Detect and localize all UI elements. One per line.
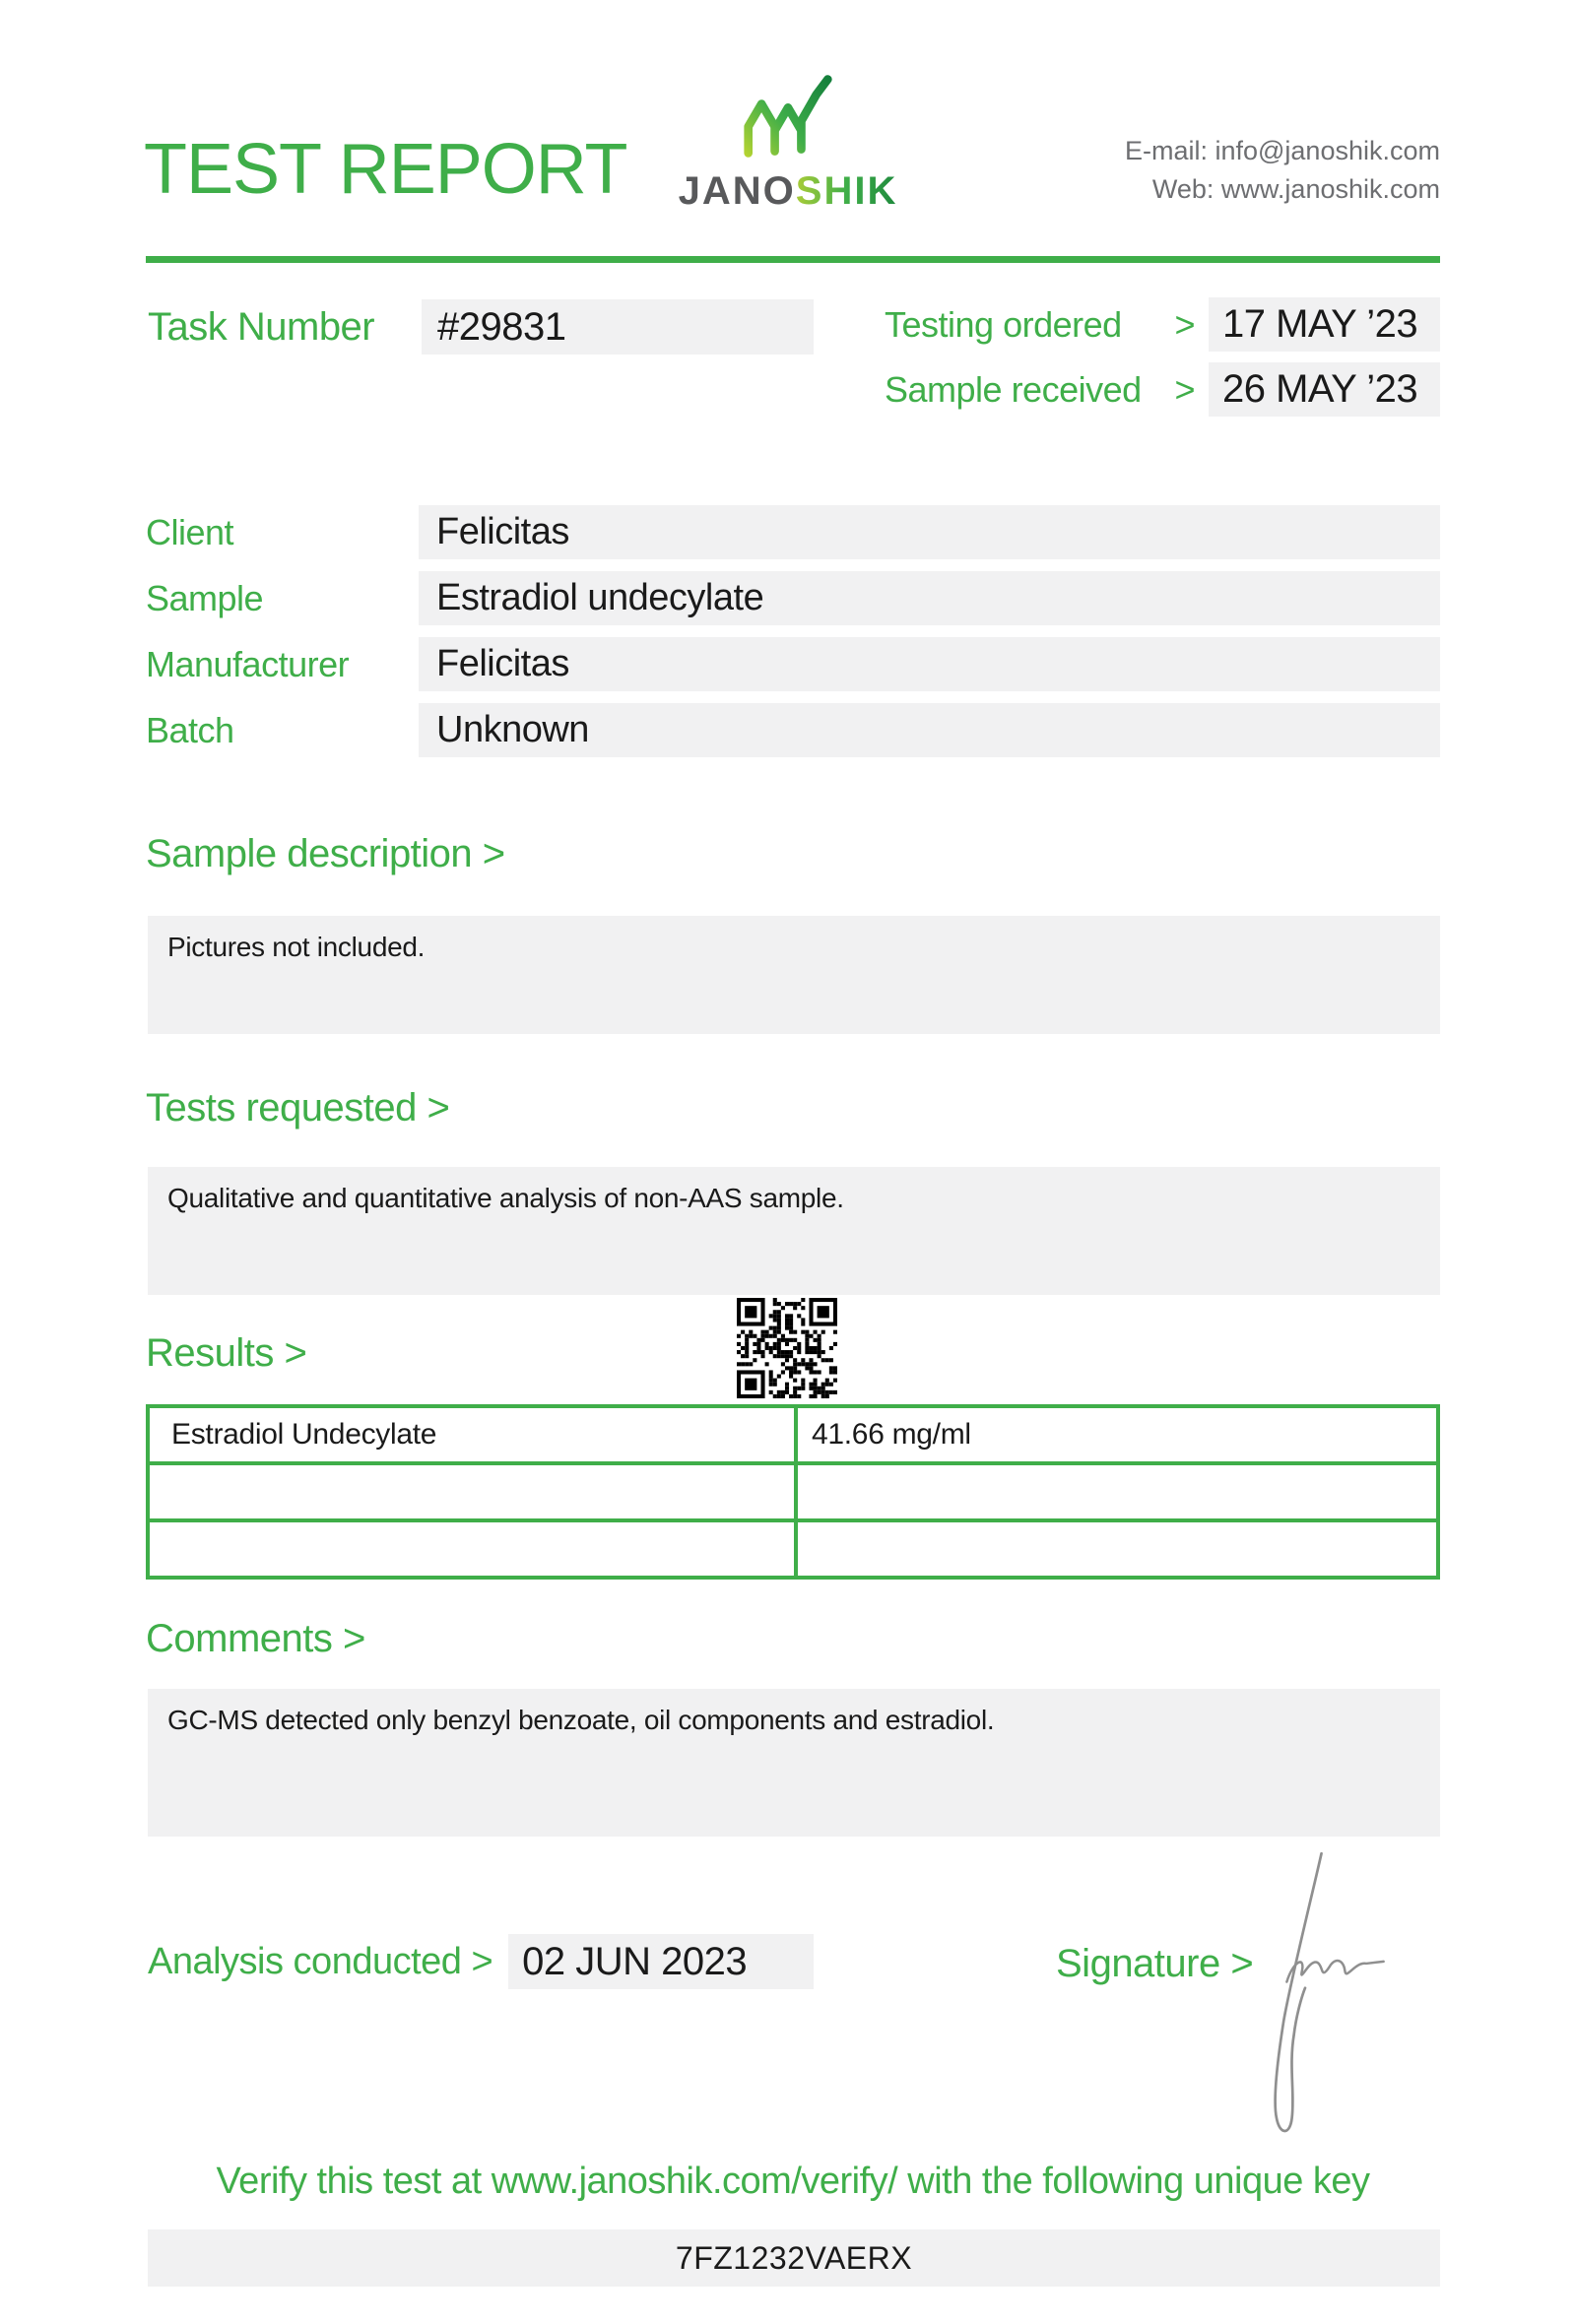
arrow-glyph: >: [1174, 368, 1195, 410]
result-row-3: [150, 1522, 1436, 1576]
manufacturer-label: Manufacturer: [146, 643, 350, 684]
sample-value: Estradiol undecylate: [419, 571, 1440, 625]
client-row: [146, 505, 1440, 559]
contact-block: [1125, 132, 1440, 209]
task-number-label: Task Number: [148, 304, 375, 349]
testing-ordered-label: [885, 297, 1209, 352]
results-table: [146, 1404, 1440, 1580]
client-label: Client: [146, 511, 234, 552]
result-row-2: [150, 1465, 1436, 1522]
qr-code-icon: [737, 1298, 837, 1398]
web-line: Web: www.janoshik.com: [1151, 174, 1440, 204]
tests-requested-body: Qualitative and quantitative analysis of non-AAS sample.: [148, 1167, 1440, 1295]
sample-received-label: [885, 362, 1209, 417]
verify-instruction: Verify this test at www.janoshik.com/verify/ with the following unique key: [216, 2161, 1370, 2202]
sample-received-text: Sample received: [885, 368, 1142, 410]
batch-value: Unknown: [419, 703, 1440, 757]
task-number-value: #29831: [422, 299, 814, 355]
result-substance: Estradiol Undecylate: [150, 1408, 798, 1461]
sample-row: [146, 571, 1440, 625]
logo-text-shik: SHIK: [795, 169, 898, 213]
janoshik-logo: [680, 73, 896, 214]
batch-label: Batch: [146, 709, 234, 750]
batch-row: [146, 703, 1440, 757]
client-value: Felicitas: [419, 505, 1440, 559]
sample-label: Sample: [146, 577, 264, 618]
comments-body: GC-MS detected only benzyl benzoate, oil components and estradiol.: [148, 1689, 1440, 1837]
analysis-date-value: 02 JUN 2023: [508, 1934, 814, 1989]
task-number-row: [148, 299, 814, 355]
header-divider: [146, 256, 1440, 263]
trending-chart-icon: [741, 73, 835, 160]
analysis-conducted-label: Analysis conducted >: [148, 1940, 493, 1982]
sample-received-value: 26 MAY ’23: [1209, 362, 1440, 417]
manufacturer-value: Felicitas: [419, 637, 1440, 691]
sample-description-heading: Sample description >: [146, 832, 505, 875]
arrow-glyph: >: [1174, 303, 1195, 345]
result-substance: [150, 1465, 798, 1518]
result-concentration: [798, 1465, 1436, 1518]
testing-ordered-text: Testing ordered: [885, 303, 1122, 345]
results-heading: Results >: [146, 1331, 307, 1375]
result-row-1: [150, 1408, 1436, 1465]
signature-icon: [1266, 1847, 1404, 2143]
email-line: E-mail: info@janoshik.com: [1124, 136, 1440, 165]
logo-text-jano: JANO: [678, 169, 796, 213]
verify-key: 7FZ1232VAERX: [148, 2229, 1440, 2287]
page-title: TEST REPORT: [144, 130, 627, 209]
signature-label: Signature >: [1056, 1942, 1254, 1985]
logo-text: [679, 169, 898, 214]
testing-ordered-value: 17 MAY ’23: [1209, 297, 1440, 352]
testing-ordered-row: [885, 297, 1440, 352]
result-concentration: [798, 1522, 1436, 1576]
result-concentration: 41.66 mg/ml: [812, 1418, 971, 1451]
analysis-conducted-row: [148, 1934, 814, 1989]
manufacturer-row: [146, 637, 1440, 691]
sample-received-row: [885, 362, 1440, 417]
tests-requested-heading: Tests requested >: [146, 1086, 450, 1130]
comments-heading: Comments >: [146, 1617, 365, 1660]
sample-description-body: Pictures not included.: [148, 916, 1440, 1034]
result-substance: [150, 1522, 798, 1576]
